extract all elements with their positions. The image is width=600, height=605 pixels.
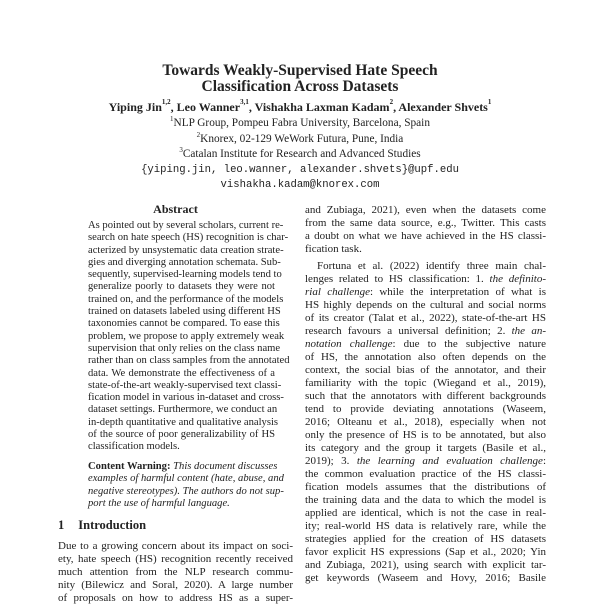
text-line	[305, 468, 546, 481]
text-segment: sequently, supervised-learning models tend to	[88, 269, 282, 281]
text-segment: a doubt on what we have achieved in the HS classi-	[305, 230, 546, 242]
text-segment: and Zubiaga, 2021), even when the datasets come	[305, 204, 546, 216]
text-line	[88, 256, 281, 269]
text-segment: only the presence of HS is to be annotated, but also	[305, 429, 546, 441]
text-line	[58, 540, 293, 553]
text-line	[58, 592, 293, 605]
text-line	[88, 368, 275, 380]
text-segment: examples of harmful content (hate, abuse, and	[88, 473, 284, 485]
text-segment: of proposals on how to address HS as a super-	[58, 592, 293, 604]
text-line	[305, 403, 546, 416]
text-line	[305, 230, 546, 243]
affiliation-text: NLP Group, Pompeu Fabra University, Barcelona, Spain	[173, 117, 430, 129]
text-segment: and Zubiaga, 2021), using search with explicit tar-	[305, 559, 546, 571]
text-segment: from the same data source, e.g., Twitter. This casts	[305, 217, 546, 229]
text-segment: notation challenge	[305, 338, 393, 350]
text-segment: supervision that only relies on the class name	[88, 342, 281, 354]
text-segment: tend to provide deviating annotations (Waseem,	[305, 403, 546, 415]
text-line	[305, 546, 546, 559]
text-line	[305, 533, 546, 546]
text-line	[88, 293, 284, 306]
text-line	[88, 244, 284, 257]
text-line	[305, 481, 546, 494]
text-segment: its category and the group it targets (Basile et al.,	[305, 442, 546, 454]
text-line	[88, 441, 275, 453]
text-segment: rial challenge	[305, 286, 370, 298]
text-segment: As pointed out by several scholars, current re-	[88, 220, 284, 231]
text-segment: in-depth quantitative and qualitative analysis	[88, 416, 279, 428]
text-segment: Fortuna et al. (2022) identify three main chal-	[317, 260, 546, 272]
text-line	[305, 260, 546, 273]
text-segment: rather than on class samples from the annotated	[88, 355, 290, 367]
text-segment: trained on datasets labeled using different HS	[88, 306, 281, 318]
right-paragraph-2	[305, 260, 546, 585]
text-line	[305, 390, 546, 403]
text-segment: the common evaluation practice of the HS classi-	[305, 468, 546, 480]
affiliation	[0, 148, 600, 160]
author-affiliation-mark: 2	[389, 98, 394, 106]
title-line: Classification Across Datasets	[201, 78, 399, 95]
section-number: 1	[58, 518, 65, 532]
text-line	[305, 377, 546, 390]
author-affiliation-mark: 1	[487, 98, 492, 106]
text-segment: trained on, and the performance of the models	[88, 293, 284, 305]
text-segment: acterized by unsystematic data creation strate-	[88, 244, 284, 256]
text-segment: of the source of poor generalizability of HS	[88, 429, 275, 441]
right-paragraph-1	[305, 204, 546, 256]
content-warning	[88, 461, 284, 510]
text-line	[88, 318, 280, 330]
text-segment: classification models.	[88, 441, 180, 453]
text-line	[88, 342, 281, 355]
text-line	[88, 473, 284, 485]
text-line	[305, 572, 546, 585]
text-segment: : due to the subjective nature	[392, 338, 547, 350]
affiliation-mark: 3	[179, 146, 183, 154]
text-line	[88, 416, 279, 429]
text-segment: much attention from the NLP research commu-	[58, 566, 293, 578]
affiliation-text: Knorex, 02-129 WeWork Futura, Pune, India	[200, 133, 404, 145]
author-name: Yiping Jin	[108, 100, 162, 114]
text-line	[305, 286, 546, 299]
introduction-body	[58, 540, 293, 605]
text-line	[305, 442, 546, 455]
text-line	[58, 566, 293, 579]
affiliation	[0, 133, 600, 145]
affiliation-mark: 2	[196, 131, 201, 139]
text-segment: lenges related to HS classification: 1.	[305, 273, 490, 285]
abstract-body	[88, 220, 290, 454]
text-line	[88, 485, 284, 498]
text-line	[88, 404, 278, 416]
text-segment: of its creator (Talat et al., 2022), state-of-the-art HS	[305, 312, 546, 324]
text-segment: generalize poorly to datasets they were not	[88, 281, 275, 293]
text-line	[58, 579, 293, 592]
text-segment: Due to a growing concern about its impact on soci-	[58, 540, 293, 552]
text-line	[88, 392, 284, 404]
text-segment: This document discusses	[173, 461, 278, 472]
text-line	[305, 364, 546, 377]
section-heading-introduction	[58, 518, 146, 533]
author-name: Vishakha Laxman Kadam	[254, 100, 390, 114]
text-segment: fication task.	[305, 243, 362, 255]
text-line	[88, 306, 281, 318]
text-segment: context, the social bias of the annotator, and their	[305, 364, 546, 376]
text-segment: such that the annotators with different backgrounds	[305, 390, 546, 402]
text-segment: problem, we propose to apply extremely weak	[88, 330, 285, 342]
text-segment: port the use of harmful language.	[88, 497, 230, 509]
text-segment: :	[542, 455, 546, 467]
text-line	[305, 429, 546, 442]
text-line	[305, 325, 546, 338]
text-line	[305, 351, 546, 364]
text-line	[305, 204, 546, 217]
text-segment: familiarity with the topic (Wiegand et al., 2019),	[305, 377, 546, 389]
text-line	[305, 338, 546, 351]
text-segment: ity; real-world HS data is relatively rare, while the	[305, 520, 546, 532]
text-segment: state-of-the-art weakly-supervised text classi-	[88, 379, 282, 391]
author-name: Alexander Shvets	[398, 100, 488, 114]
text-line	[305, 312, 546, 325]
text-segment: nity (Bilewicz and Soral, 2020). A large number	[58, 579, 293, 591]
text-line	[58, 553, 293, 566]
text-segment: favor explicit HS expressions (Sap et al., 2020; Yin	[305, 546, 546, 558]
author-affiliation-mark: 3,1	[240, 98, 249, 106]
author-name: Leo Wanner	[176, 100, 241, 114]
text-line	[88, 232, 289, 244]
text-line	[305, 559, 546, 572]
text-segment: ety, hate speech (HS) recognition recently received	[58, 553, 293, 565]
author-list: Yiping Jin$^{1,2}$, Leo Wanner$^{3,1}$, Vishakha Laxman Kadam$^2$, Alexander Shvets$^1$	[108, 98, 492, 114]
text-segment: fication model in various in-dataset and cross-	[88, 392, 284, 404]
text-line	[88, 220, 284, 232]
text-line	[305, 507, 546, 520]
text-segment: negative stereotypes). The authors do not sup-	[88, 485, 284, 497]
text-segment: applied are identical, which is not the case in real-	[305, 507, 546, 519]
author	[177, 100, 249, 114]
text-line	[305, 243, 546, 256]
text-line	[88, 330, 285, 343]
text-segment: dataset settings. Furthermore, we conduct an	[88, 404, 278, 416]
text-segment: : while the interpretation of what is	[369, 286, 546, 298]
text-line	[305, 494, 546, 507]
text-segment: the definito-	[489, 273, 546, 285]
text-segment: gies and diverging annotation schemata. Sub-	[88, 256, 281, 268]
text-line	[305, 217, 546, 230]
text-segment: 2019); 3.	[305, 455, 357, 467]
affiliation-text: Catalan Institute for Research and Advanced Studies	[182, 148, 421, 160]
text-segment: search on hate speech (HS) recognition is char-	[88, 232, 289, 244]
text-line	[305, 299, 546, 312]
author	[255, 100, 393, 114]
email[interactable]: {yiping.jin, leo.wanner, alexander.shvets}@upf.edu	[141, 164, 459, 176]
section-title: Introduction	[78, 518, 147, 532]
text-segment: Content Warning:	[88, 461, 174, 472]
text-segment: the training data and the data to which the model is	[305, 494, 546, 506]
text-segment: the learning and evaluation challenge	[356, 455, 543, 467]
text-segment: HS highly depends on the cultural and social norms	[305, 299, 546, 311]
text-segment: data. We demonstrate the effectiveness of a	[88, 367, 275, 379]
email[interactable]: vishakha.kadam@knorex.com	[220, 179, 380, 191]
text-segment: get keywords (Waseem and Hovy, 2016; Basile	[305, 572, 546, 584]
text-line	[88, 461, 278, 473]
text-line	[305, 273, 546, 286]
text-line	[305, 416, 546, 429]
paper-title	[0, 63, 600, 95]
title-line: Towards Weakly-Supervised Hate Speech	[162, 62, 438, 79]
text-segment: taxonomies cannot be compared. To ease this	[88, 318, 280, 330]
author	[109, 100, 171, 114]
text-line	[88, 379, 282, 392]
text-line	[88, 281, 275, 293]
affiliation-mark: 1	[170, 115, 174, 123]
text-segment: the an-	[511, 325, 546, 337]
text-line	[88, 429, 275, 441]
affiliation	[0, 117, 600, 129]
author	[398, 100, 491, 114]
text-line	[88, 355, 290, 367]
text-line	[88, 498, 275, 510]
text-line	[305, 455, 546, 468]
text-line	[88, 269, 282, 281]
text-segment: of HS, the annotation also often depends on the	[305, 351, 546, 363]
author-affiliation-mark: 1,2	[161, 98, 171, 106]
text-segment: fication models assumes that the distributions of	[305, 481, 546, 493]
abstract-heading: Abstract	[153, 202, 198, 216]
text-line	[305, 520, 546, 533]
text-segment: 2016; Olteanu et al., 2018), especially when not	[305, 416, 546, 428]
text-segment: strategies applied for the creation of HS datasets	[305, 533, 546, 545]
text-segment: research favours a universal definition; 2.	[305, 325, 512, 337]
